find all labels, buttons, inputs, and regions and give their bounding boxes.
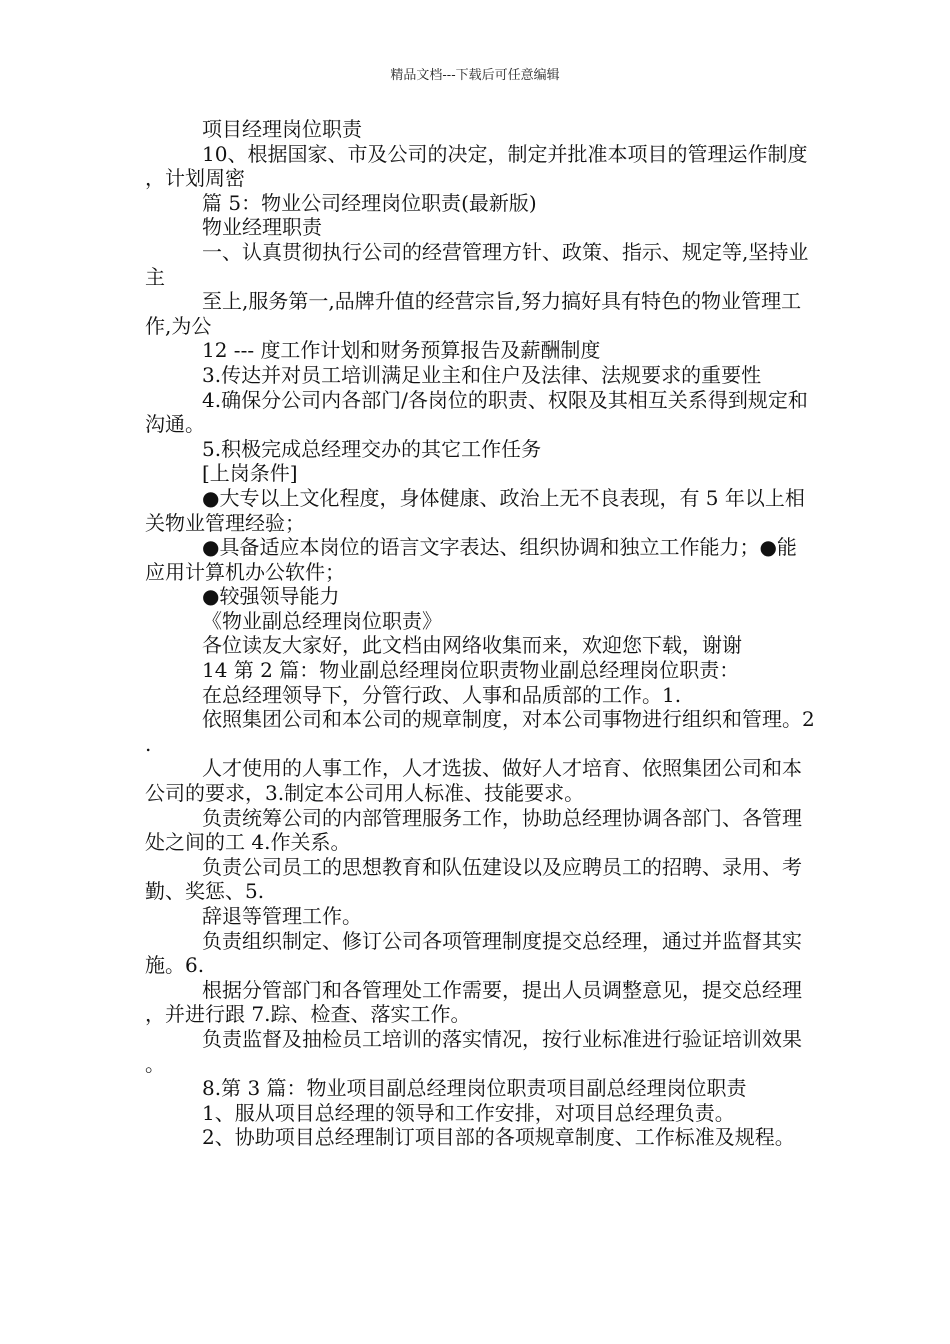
paragraph: 负责组织制定、修订公司各项管理制度提交总经理，通过并监督其实施。6. xyxy=(145,928,802,978)
paragraph: 人才使用的人事工作，人才选拔、做好人才培育、依照集团公司和本公司的要求，3.制定本公司用人标准、技能要求。 xyxy=(145,756,802,806)
paragraph: 《物业副总经理岗位职责》 xyxy=(202,608,442,633)
page-header: 精品文档---下载后可任意编辑 xyxy=(390,68,560,83)
paragraph: 项目经理岗位职责 xyxy=(202,117,362,141)
paragraph: ●大专以上文化程度，身体健康、政治上无不良表现，有 5 年以上相关物业管理经验； xyxy=(145,485,805,535)
paragraph: 物业经理职责 xyxy=(202,215,322,240)
paragraph: 负责监督及抽检员工培训的落实情况，按行业标准进行验证培训效果。 xyxy=(145,1026,802,1076)
paragraph: 各位读友大家好，此文档由网络收集而来，欢迎您下载，谢谢 xyxy=(202,633,742,658)
paragraph: 在总经理领导下，分管行政、人事和品质部的工作。1. xyxy=(202,682,682,707)
paragraph: ●具备适应本岗位的语言文字表达、组织协调和独立工作能力；●能应用计算机办公软件； xyxy=(145,535,797,584)
paragraph: [上岗条件] xyxy=(202,461,298,486)
paragraph: 至上,服务第一,品牌升值的经营宗旨,努力搞好具有特色的物业管理工作,为公 xyxy=(145,289,802,338)
paragraph: 8.第 3 篇：物业项目副总经理岗位职责项目副总经理岗位职责 xyxy=(202,1076,747,1101)
paragraph: 10、根据国家、市及公司的决定，制定并批准本项目的管理运作制度，计划周密 xyxy=(145,141,808,191)
paragraph: 辞退等管理工作。 xyxy=(202,904,362,928)
paragraph: 根据分管部门和各管理处工作需要，提出人员调整意见，提交总经理，并进行跟 7.踪、检查、落实工作。 xyxy=(145,977,802,1027)
paragraph: 5.积极完成总经理交办的其它工作任务 xyxy=(202,436,542,461)
document-body xyxy=(145,117,815,1150)
paragraph: 12 --- 度工作计划和财务预算报告及薪酬制度 xyxy=(202,338,601,363)
paragraph: ●较强领导能力 xyxy=(202,584,340,609)
paragraph: 1、服从项目总经理的领导和工作安排，对项目总经理负责。 xyxy=(202,1100,735,1125)
paragraph: 14 第 2 篇：物业副总经理岗位职责物业副总经理岗位职责： xyxy=(202,658,740,683)
paragraph: 2、协助项目总经理制订项目部的各项规章制度、工作标准及规程。 xyxy=(202,1125,795,1150)
paragraph: 一、认真贯彻执行公司的经营管理方针、政策、指示、规定等,坚持业主 xyxy=(145,239,809,289)
paragraph: 篇 5：物业公司经理岗位职责(最新版) xyxy=(202,190,537,215)
paragraph: 3.传达并对员工培训满足业主和住户及法律、法规要求的重要性 xyxy=(202,362,762,387)
paragraph: 负责统筹公司的内部管理服务工作，协助总经理协调各部门、各管理处之间的工 4.作关系。 xyxy=(145,805,802,855)
paragraph: 4.确保分公司内各部门/各岗位的职责、权限及其相互关系得到规定和沟通。 xyxy=(145,387,808,437)
paragraph: 依照集团公司和本公司的规章制度，对本公司事物进行组织和管理。2. xyxy=(145,707,815,756)
paragraph: 负责公司员工的思想教育和队伍建设以及应聘员工的招聘、录用、考勤、奖惩、5. xyxy=(145,854,802,904)
